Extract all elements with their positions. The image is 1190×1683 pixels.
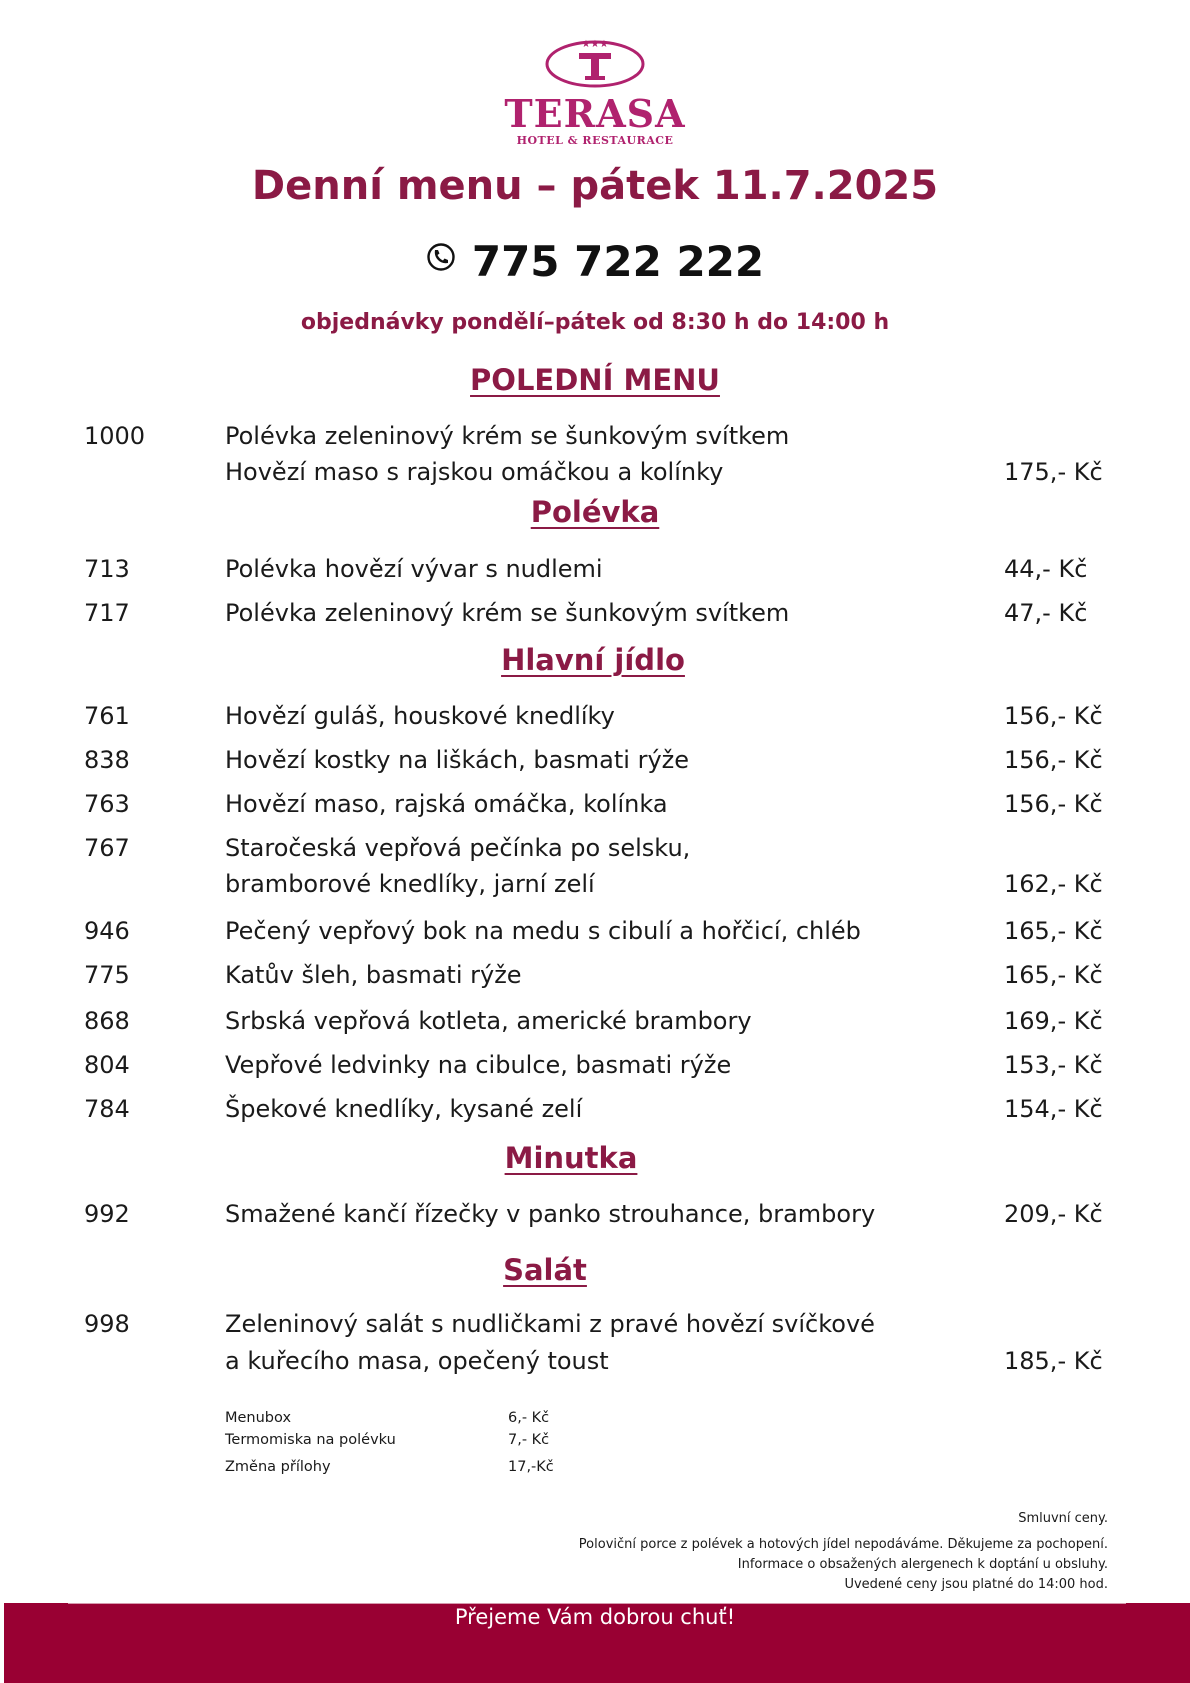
page-title: Denní menu – pátek 11.7.2025 <box>251 163 939 209</box>
footer-text: Přejeme Vám dobrou chuť! <box>454 1605 736 1629</box>
item-price: 175,- Kč <box>1004 458 1103 486</box>
item-name: Srbská vepřová kotleta, americké brambory <box>225 1007 752 1035</box>
item-name-line2: bramborové knedlíky, jarní zelí <box>225 870 595 898</box>
section-heading-polevka: Polévka <box>530 495 660 529</box>
svg-text:★★★: ★★★ <box>581 39 609 50</box>
item-price: 156,- Kč <box>1004 746 1103 774</box>
hotel-logo-icon <box>543 36 647 92</box>
item-number: 946 <box>84 917 130 945</box>
item-name: Staročeská vepřová pečínka po selsku, <box>225 834 691 862</box>
item-name: Vepřové ledvinky na cibulce, basmati rýže <box>225 1051 732 1079</box>
logo-subtitle: HOTEL & RESTAURACE <box>516 134 674 147</box>
order-hours: objednávky pondělí–pátek od 8:30 h do 14:00 h <box>300 310 890 335</box>
extra-price: 17,-Kč <box>508 1459 554 1475</box>
item-number: 868 <box>84 1007 130 1035</box>
item-number: 763 <box>84 790 130 818</box>
item-price: 153,- Kč <box>1004 1051 1103 1079</box>
item-number: 713 <box>84 555 130 583</box>
extra-label: Změna přílohy <box>225 1459 331 1475</box>
section-heading-poledni: POLEDNÍ MENU <box>470 363 720 397</box>
item-name: Hovězí maso, rajská omáčka, kolínka <box>225 790 668 818</box>
note-price-validity: Uvedené ceny jsou platné do 14:00 hod. <box>844 1577 1108 1592</box>
item-price: 165,- Kč <box>1004 961 1103 989</box>
item-number: 998 <box>84 1310 130 1338</box>
item-price: 169,- Kč <box>1004 1007 1103 1035</box>
item-name: Pečený vepřový bok na medu s cibulí a hořčicí, chléb <box>225 917 861 945</box>
extra-price: 7,- Kč <box>508 1432 550 1448</box>
item-price: 156,- Kč <box>1004 790 1103 818</box>
item-number: 717 <box>84 599 130 627</box>
item-number: 838 <box>84 746 130 774</box>
note-contract-prices: Smluvní ceny. <box>1018 1511 1108 1526</box>
extra-label: Termomiska na polévku <box>225 1432 396 1448</box>
logo-name: TERASA <box>504 91 686 136</box>
item-name: Špekové knedlíky, kysané zelí <box>225 1095 583 1123</box>
item-name: Katův šleh, basmati rýže <box>225 961 522 989</box>
note-half-portions: Poloviční porce z polévek a hotových jídel nepodáváme. Děkujeme za pochopení. <box>578 1537 1108 1552</box>
item-name: Polévka hovězí vývar s nudlemi <box>225 555 603 583</box>
item-price: 47,- Kč <box>1004 599 1088 627</box>
item-price: 185,- Kč <box>1004 1347 1103 1375</box>
item-price: 162,- Kč <box>1004 870 1103 898</box>
item-name: Hovězí kostky na liškách, basmati rýže <box>225 746 690 774</box>
item-name: Hovězí guláš, houskové knedlíky <box>225 702 615 730</box>
item-name: Zeleninový salát s nudličkami z pravé hovězí svíčkové <box>225 1310 875 1338</box>
extra-label: Menubox <box>225 1410 292 1426</box>
logo <box>0 36 1190 148</box>
item-number: 767 <box>84 834 130 862</box>
item-name: Polévka zeleninový krém se šunkovým svítkem <box>225 422 790 450</box>
phone-line <box>0 234 1190 290</box>
item-name: Smažené kančí řízečky v panko strouhance, brambory <box>225 1200 876 1228</box>
section-heading-minutka: Minutka <box>504 1141 638 1175</box>
item-price: 44,- Kč <box>1004 555 1088 583</box>
item-number: 775 <box>84 961 130 989</box>
note-allergens: Informace o obsažených alergenech k doptání u obsluhy. <box>737 1557 1108 1572</box>
item-number: 784 <box>84 1095 130 1123</box>
section-heading-salat: Salát <box>503 1253 587 1287</box>
section-heading-hlavni: Hlavní jídlo <box>501 643 685 677</box>
item-number: 804 <box>84 1051 130 1079</box>
item-number: 1000 <box>84 422 146 450</box>
extra-price: 6,- Kč <box>508 1410 550 1426</box>
item-name-line2: a kuřecího masa, opečený toust <box>225 1347 609 1375</box>
phone-number: 775 722 222 <box>471 237 765 286</box>
item-price: 165,- Kč <box>1004 917 1103 945</box>
item-price: 154,- Kč <box>1004 1095 1103 1123</box>
item-name: Polévka zeleninový krém se šunkovým svítkem <box>225 599 790 627</box>
phone-icon <box>426 242 456 272</box>
item-price: 209,- Kč <box>1004 1200 1103 1228</box>
item-number: 761 <box>84 702 130 730</box>
item-price: 156,- Kč <box>1004 702 1103 730</box>
item-number: 992 <box>84 1200 130 1228</box>
item-name-line2: Hovězí maso s rajskou omáčkou a kolínky <box>225 458 724 486</box>
